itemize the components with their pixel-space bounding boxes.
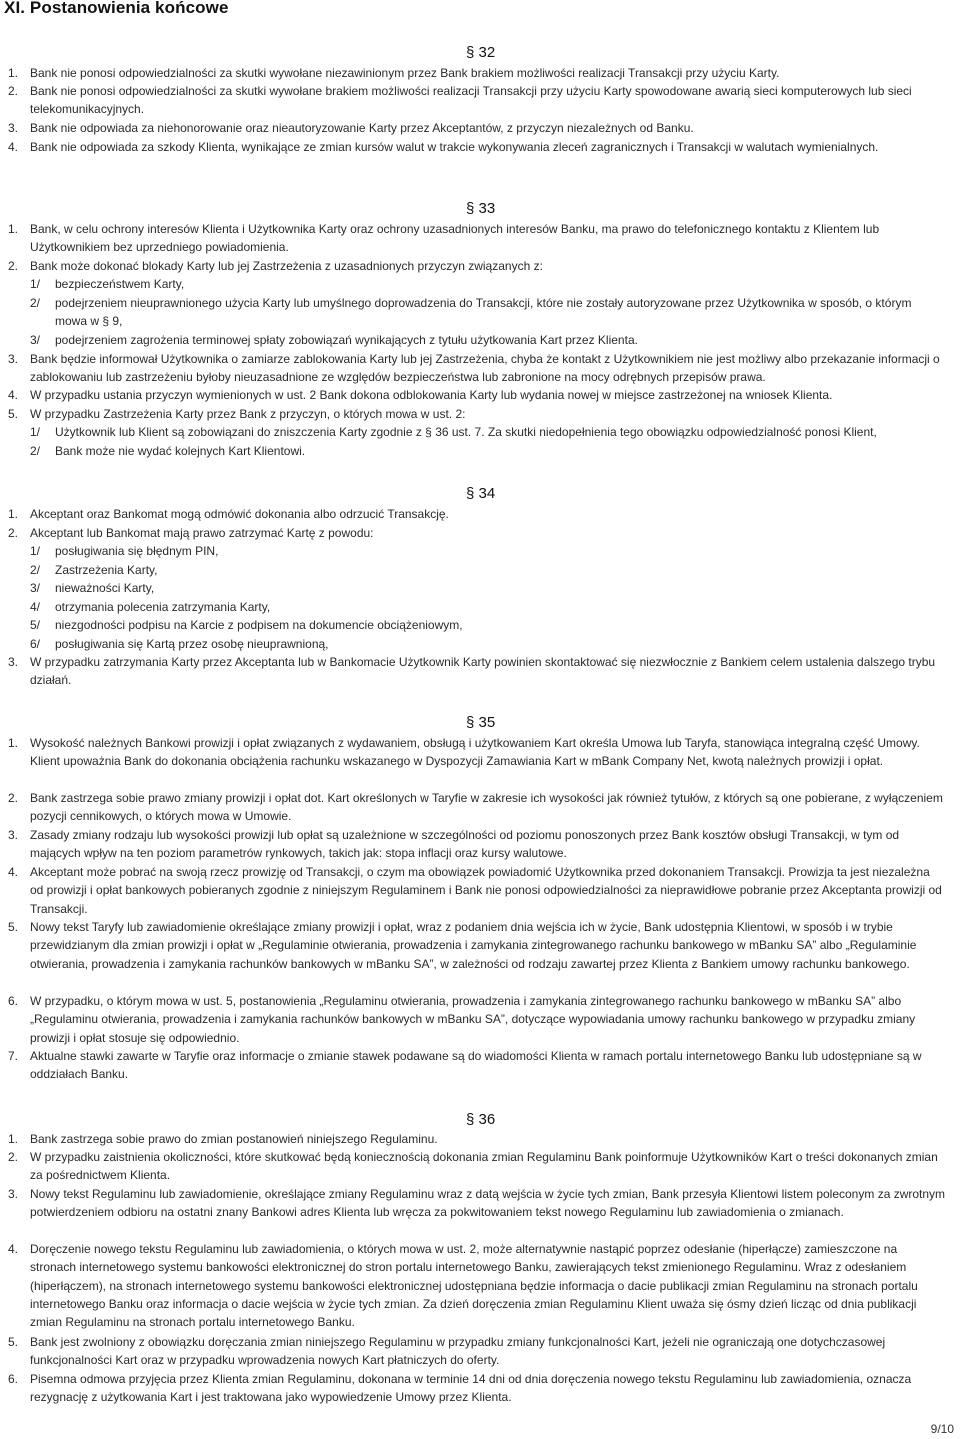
- item-number: 4.: [8, 865, 19, 879]
- s34-item-1: [8, 505, 946, 523]
- sub-number: 1/: [30, 544, 41, 558]
- item-number: 3.: [8, 1187, 19, 1201]
- s36-item-5: [8, 1333, 946, 1370]
- item-text: W przypadku, o którym mowa w ust. 5, postanowienia „Regulaminu otwierania, prowadzenia i zamykania zintegrowanego rachunku bankowego w mBanku SA” albo „Regulaminu otwierania, prowadzenia i zamykania rachunków bankowych w mBanku SA”, dotyczące wypowiadania umowy rachunku bankowego w przypadku zmiany prowizji i opłat stosuje się odpowiednio.: [30, 994, 916, 1045]
- sub-text: Bank może nie wydać kolejnych Kart Klientowi.: [55, 444, 306, 458]
- sub-number: 5/: [30, 618, 41, 632]
- s36-item-3: [8, 1185, 946, 1222]
- section-35-heading: § 35: [466, 714, 496, 731]
- sub-text: podejrzeniem nieuprawnionego użycia Karty lub umyślnego doprowadzenia do Transakcji, które nie zostały autoryzowane przez Użytkownika w sposób, o którym mowa w § 9,: [55, 296, 912, 329]
- item-text: Akceptant lub Bankomat mają prawo zatrzymać Kartę z powodu:: [30, 526, 374, 540]
- item-text: Nowy tekst Taryfy lub zawiadomienie określające zmiany prowizji i opłat, wraz z podaniem dnia wejścia ich w życie, Bank udostępnia Klientowi, w sposób i w trybie przewidzianym dla zmian prowizji i opłat w „Regulaminie otwierania, prowadzenia i zamykania zintegrowanego rachunku bankowego w mBanku SA” albo „Regulaminie otwierania, prowadzenia i zamykania rachunków bankowych w mBanku SA”, w zależności od rodzaju zawartej przez Klienta z Bankiem umowy rachunku bankowego.: [30, 920, 917, 971]
- sub-text: niezgodności podpisu na Karcie z podpisem na dokumencie obciążeniowym,: [55, 618, 463, 632]
- item-text: W przypadku ustania przyczyn wymienionych w ust. 2 Bank dokona odblokowania Karty lub wydania nowej w miejsce zastrzeżonej na wniosek Klienta.: [30, 388, 833, 402]
- item-text: Bank zastrzega sobie prawo zmiany prowizji i opłat dot. Kart określonych w Taryfie w zakresie ich wysokości jak również tytułów, z których są one pobierane, z wyłączeniem pozycji cennikowych, o których mowa w Umowie.: [30, 791, 943, 824]
- item-text: Bank nie odpowiada za niehonorowanie oraz nieautoryzowanie Karty przez Akceptantów, z przyczyn niezależnych od Banku.: [30, 121, 694, 135]
- sub-text: bezpieczeństwem Karty,: [55, 277, 185, 291]
- item-number: 6.: [8, 994, 19, 1008]
- sub-text: posługiwania się błędnym PIN,: [55, 544, 219, 558]
- item-text: Bank będzie informował Użytkownika o zamiarze zablokowania Karty lub jej Zastrzeżenia, chyba że kontakt z Użytkownikiem nie jest możliwy albo przekazanie informacji o zablokowaniu lub zastrzeżeniu byłoby nieuzasadnione ze względów bezpieczeństwa lub zabronione na mocy odrębnych przepisów prawa.: [30, 352, 940, 385]
- s32-item-3: [8, 119, 946, 137]
- item-number: 1.: [8, 1132, 19, 1146]
- item-number: 6.: [8, 1372, 19, 1386]
- page-title: XI. Postanowienia końcowe: [4, 0, 229, 17]
- s35-item-7: [8, 1047, 946, 1084]
- s33-item-1: [8, 220, 946, 257]
- item-text: Wysokość należnych Bankowi prowizji i opłat związanych z wydawaniem, obsługą i użytkowaniem Kart określa Umowa lub Taryfa, stanowiąca integralną część Umowy. Klient upoważnia Bank do dokonania obciążenia rachunku wskazanego w Dyspozycji Zamawiania Kart w mBank Company Net, kwotą należnych prowizji i opłat.: [30, 736, 920, 769]
- s32-item-1: [8, 64, 946, 82]
- item-number: 4.: [8, 388, 19, 402]
- item-number: 1.: [8, 507, 19, 521]
- item-number: 2.: [8, 84, 19, 98]
- s34-item-2: [8, 524, 946, 542]
- item-number: 2.: [8, 1150, 19, 1164]
- item-text: Akceptant może pobrać na swoją rzecz prowizję od Transakcji, o czym ma obowiązek powiadomić Użytkownika przed dokonaniem Transakcji. Prowizja ta jest niezależna od prowizji i opłat bankowych pobieranych zgodnie z niniejszym Regulaminem i Bank nie ponosi odpowiedzialności za nieprawidłowe pobranie przez Akceptanta prowizji od Transakcji.: [30, 865, 942, 916]
- s35-item-6: [8, 992, 946, 1047]
- item-number: 7.: [8, 1049, 19, 1063]
- item-number: 1.: [8, 222, 19, 236]
- item-number: 3.: [8, 655, 19, 669]
- s34-2-sub-1: [30, 542, 946, 560]
- s35-item-2: [8, 789, 946, 826]
- s33-2-sub-3: [30, 331, 946, 349]
- item-text: Bank jest zwolniony z obowiązku doręczania zmian niniejszego Regulaminu w przypadku zmiany funkcjonalności Kart, jeżeli nie ograniczają one dotychczasowej funkcjonalności Kart oraz w przypadku wprowadzenia nowych Kart płatniczych do oferty.: [30, 1335, 886, 1368]
- s33-5-sub-2: [30, 442, 946, 460]
- item-text: Bank zastrzega sobie prawo do zmian postanowień niniejszego Regulaminu.: [30, 1132, 438, 1146]
- sub-text: posługiwania się Kartą przez osobę nieuprawnioną,: [55, 637, 329, 651]
- sub-number: 1/: [30, 425, 41, 439]
- sub-text: Zastrzeżenia Karty,: [55, 563, 158, 577]
- s32-item-2: [8, 82, 946, 119]
- item-number: 2.: [8, 259, 19, 273]
- s35-item-5: [8, 918, 946, 973]
- s34-2-sub-3: [30, 579, 946, 597]
- sub-text: Użytkownik lub Klient są zobowiązani do zniszczenia Karty zgodnie z § 36 ust. 7. Za skutki niedopełnienia tego obowiązku odpowiedzialność ponosi Klient,: [55, 425, 877, 439]
- s33-item-4: [8, 386, 946, 404]
- sub-text: podejrzeniem zagrożenia terminowej spłaty zobowiązań wynikających z tytułu użytkowania Kart przez Klienta.: [55, 333, 638, 347]
- sub-number: 2/: [30, 296, 41, 310]
- item-number: 3.: [8, 828, 19, 842]
- item-text: Bank, w celu ochrony interesów Klienta i Użytkownika Karty oraz ochrony uzasadnionych interesów Banku, ma prawo do telefonicznego kontaktu z Klientem lub Użytkownikiem bez uprzedniego powiadomienia.: [30, 222, 880, 255]
- sub-number: 4/: [30, 600, 41, 614]
- s34-2-sub-6: [30, 635, 946, 653]
- s33-5-sub-1: [30, 423, 946, 441]
- item-text: W przypadku zatrzymania Karty przez Akceptanta lub w Bankomacie Użytkownik Karty powinien skontaktować się niezwłocznie z Bankiem celem ustalenia dalszego trybu działań.: [30, 655, 936, 688]
- item-text: W przypadku Zastrzeżenia Karty przez Bank z przyczyn, o których mowa w ust. 2:: [30, 407, 466, 421]
- s35-item-4: [8, 863, 946, 918]
- item-text: Bank nie ponosi odpowiedzialności za skutki wywołane niezawinionym przez Bank brakiem możliwości realizacji Transakcji przy użyciu Karty.: [30, 66, 780, 80]
- item-number: 4.: [8, 140, 19, 154]
- item-text: Bank nie ponosi odpowiedzialności za skutki wywołane brakiem możliwości realizacji Transakcji przy użyciu Karty spowodowane awarią sieci komputerowych lub sieci telekomunikacyjnych.: [30, 84, 912, 117]
- item-text: Pisemna odmowa przyjęcia przez Klienta zmian Regulaminu, dokonana w terminie 14 dni od dnia doręczenia nowego tekstu Regulaminu lub zawiadomienia, oznacza rezygnację z użytkowania Kart i jest traktowana jako wypowiedzenie Umowy przez Klienta.: [30, 1372, 912, 1405]
- s34-2-sub-2: [30, 561, 946, 579]
- item-number: 5.: [8, 920, 19, 934]
- sub-text: nieważności Karty,: [55, 581, 155, 595]
- item-number: 3.: [8, 352, 19, 366]
- item-number: 2.: [8, 791, 19, 805]
- item-text: Bank może dokonać blokady Karty lub jej Zastrzeżenia z uzasadnionych przyczyn związanych z:: [30, 259, 543, 273]
- section-32-heading: § 32: [466, 44, 496, 61]
- section-33-heading: § 33: [466, 200, 496, 217]
- item-number: 4.: [8, 1242, 19, 1256]
- s34-item-3: [8, 653, 946, 690]
- sub-number: 2/: [30, 444, 41, 458]
- sub-number: 2/: [30, 563, 41, 577]
- item-text: Akceptant oraz Bankomat mogą odmówić dokonania albo odrzucić Transakcję.: [30, 507, 449, 521]
- item-number: 1.: [8, 736, 19, 750]
- sub-number: 6/: [30, 637, 41, 651]
- s34-2-sub-4: [30, 598, 946, 616]
- section-36-heading: § 36: [466, 1111, 496, 1128]
- item-number: 5.: [8, 1335, 19, 1349]
- page-number: 9/10: [930, 1422, 954, 1436]
- sub-number: 3/: [30, 581, 41, 595]
- s33-2-sub-1: [30, 275, 946, 293]
- item-text: Bank nie odpowiada za szkody Klienta, wynikające ze zmian kursów walut w trakcie wykonywania zleceń zagranicznych i Transakcji w walutach wymienialnych.: [30, 140, 879, 154]
- s33-item-3: [8, 350, 946, 387]
- s36-item-1: [8, 1130, 946, 1148]
- section-34-heading: § 34: [466, 485, 496, 502]
- s32-item-4: [8, 138, 946, 156]
- item-number: 2.: [8, 526, 19, 540]
- item-number: 3.: [8, 121, 19, 135]
- s35-item-1: [8, 734, 946, 771]
- item-text: Aktualne stawki zawarte w Taryfie oraz informacje o zmianie stawek podawane są do wiadomości Klienta w ramach portalu internetowego Banku lub udostępniane są w oddziałach Banku.: [30, 1049, 922, 1082]
- item-text: W przypadku zaistnienia okoliczności, które skutkować będą koniecznością dokonania zmian Regulaminu Bank poinformuje Użytkowników Kart o treści dokonanych zmian za pośrednictwem Klienta.: [30, 1150, 938, 1183]
- sub-text: otrzymania polecenia zatrzymania Karty,: [55, 600, 271, 614]
- s33-item-5: [8, 405, 946, 423]
- s33-item-2: [8, 257, 946, 275]
- item-number: 1.: [8, 66, 19, 80]
- s36-item-2: [8, 1148, 946, 1185]
- item-number: 5.: [8, 407, 19, 421]
- sub-number: 3/: [30, 333, 41, 347]
- s33-2-sub-2: [30, 294, 946, 331]
- item-text: Doręczenie nowego tekstu Regulaminu lub zawiadomienia, o których mowa w ust. 2, może alternatywnie nastąpić poprzez odesłanie (hiperłącze) zamieszczone na stronach internetowego systemu bankowości elektronicznej do stron portalu internetowego Banku, zawierających tekst zmienionego Regulaminu. Wraz z odesłaniem (hiperłączem), na stronach internetowego systemu bankowości elektronicznej udostępniana będzie informacja o dacie publikacji zmian Regulaminu na stronach portalu internetowego Banku oraz informacja o dacie wejścia w życie tych zmian. Za dzień doręczenia zmian Regulaminu Klient uważa się ósmy dzień licząc od dnia publikacji zmian Regulaminu na stronach portalu internetowego Banku.: [30, 1242, 918, 1330]
- item-text: Nowy tekst Regulaminu lub zawiadomienie, określające zmiany Regulaminu wraz z datą wejścia w życie tych zmian, Bank przesyła Klientowi listem poleconym za zwrotnym potwierdzeniem odbioru na ostatni znany Bankowi adres Klienta lub wręcza za pokwitowaniem tekst nowego Regulaminu lub zawiadomienia o zmianach.: [30, 1187, 946, 1220]
- item-text: Zasady zmiany rodzaju lub wysokości prowizji lub opłat są uzależnione w szczególności od poziomu ponoszonych przez Bank kosztów obsługi Transakcji, w tym od mających wpływ na ten poziom parametrów rynkowych, takich jak: stopa inflacji oraz kursy walutowe.: [30, 828, 900, 861]
- s36-item-4: [8, 1240, 946, 1331]
- sub-number: 1/: [30, 277, 41, 291]
- s36-item-6: [8, 1370, 946, 1407]
- s35-item-3: [8, 826, 946, 863]
- s34-2-sub-5: [30, 616, 946, 634]
